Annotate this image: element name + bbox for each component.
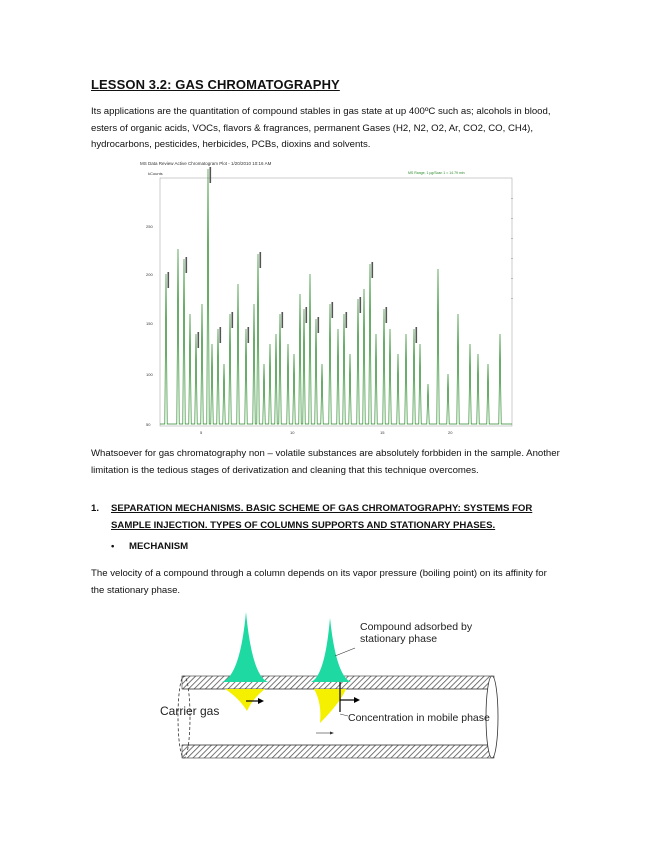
y-tick-label: 250 bbox=[146, 224, 153, 229]
peak-label-mark bbox=[198, 332, 200, 348]
y-tick-label: 200 bbox=[146, 272, 153, 277]
lesson-title: LESSON 3.2: GAS CHROMATOGRAPHY bbox=[91, 77, 340, 92]
x-tick-label: 15 bbox=[380, 430, 385, 435]
chromatogram-y-unit: kCounts bbox=[148, 171, 163, 176]
x-tick-label: 20 bbox=[448, 430, 453, 435]
peak-label-mark bbox=[386, 307, 388, 323]
mechanism-paragraph: The velocity of a compound through a column depends on its vapor pressure (boiling point) on its affinity for the stationary phase. bbox=[91, 568, 547, 596]
x-tick-label: 5 bbox=[200, 430, 203, 435]
column-diagram bbox=[150, 608, 510, 768]
limitation-paragraph: Whatsoever for gas chromatography non – volatile substances are absolutely forbbiden in the sample. Another limitation is the tedious stages of derivatization and cleaning that this technique overcomes. bbox=[91, 448, 560, 476]
peak-label-mark bbox=[248, 327, 250, 343]
x-tick-label: 10 bbox=[290, 430, 295, 435]
mobile-phase-label: Concentration in mobile phase bbox=[348, 712, 490, 724]
peak-label-mark bbox=[360, 297, 362, 313]
peak-label-mark bbox=[416, 327, 418, 343]
y-tick-label: 50 bbox=[146, 422, 151, 427]
y-tick-label: 100 bbox=[146, 372, 153, 377]
peak-label-mark bbox=[168, 272, 170, 288]
adsorbed-label-line2: stationary phase bbox=[360, 633, 438, 645]
adsorbed-label-line1: Compound adsorbed by bbox=[360, 621, 473, 633]
chromatogram-range-label: MS Range, 1 µg/Scan 1 = 14.79 min bbox=[408, 171, 465, 175]
peak-label-mark bbox=[346, 312, 348, 328]
peak-label-mark bbox=[306, 307, 308, 323]
peak-label-mark bbox=[332, 302, 334, 318]
peak-label-mark bbox=[260, 252, 262, 268]
section-title: SEPARATION MECHANISMS. BASIC SCHEME OF GAS CHROMATOGRAPHY: SYSTEMS FOR SAMPLE INJECTION. TYPES OF COLUMNS SUPPORTS AND STATIONARY PHASES. bbox=[111, 503, 533, 531]
peak-label-mark bbox=[318, 317, 320, 333]
section-number: 1. bbox=[91, 503, 100, 514]
peak-label-mark bbox=[282, 312, 284, 328]
y-tick-label: 150 bbox=[146, 321, 153, 326]
peak-label-mark bbox=[186, 257, 188, 273]
peak-label-mark bbox=[210, 167, 212, 183]
mechanism-subheading: MECHANISM bbox=[129, 541, 189, 552]
chromatogram-figure bbox=[138, 158, 518, 440]
mechanism-bullet bbox=[111, 541, 188, 552]
carrier-gas-label: Carrier gas bbox=[160, 704, 220, 718]
column-wall-bottom bbox=[182, 745, 494, 758]
bullet-symbol: • bbox=[111, 541, 115, 552]
chromatogram-header: MS Data Review Active Chromatogram Plot - 1/20/2010 10:16 AM bbox=[140, 161, 272, 166]
peak-label-mark bbox=[220, 327, 222, 343]
peak-label-mark bbox=[372, 262, 374, 278]
stationary-peak-2 bbox=[311, 618, 351, 682]
intro-paragraph: Its applications are the quantitation of compound stables in gas state at up 400ºC such as; alcohols in blood, esters of organic acids, VOCs, flavors & fragrances, permanent Gases (H2, N2, O2, Ar, CO2, CO, CH4), hydrocarbons, pesticides, herbicides, PCBs, dioxins and solvents. bbox=[91, 106, 551, 150]
mobile-peak-2 bbox=[314, 689, 346, 723]
peak-label-mark bbox=[232, 312, 234, 328]
stationary-peak-1 bbox=[222, 612, 268, 682]
